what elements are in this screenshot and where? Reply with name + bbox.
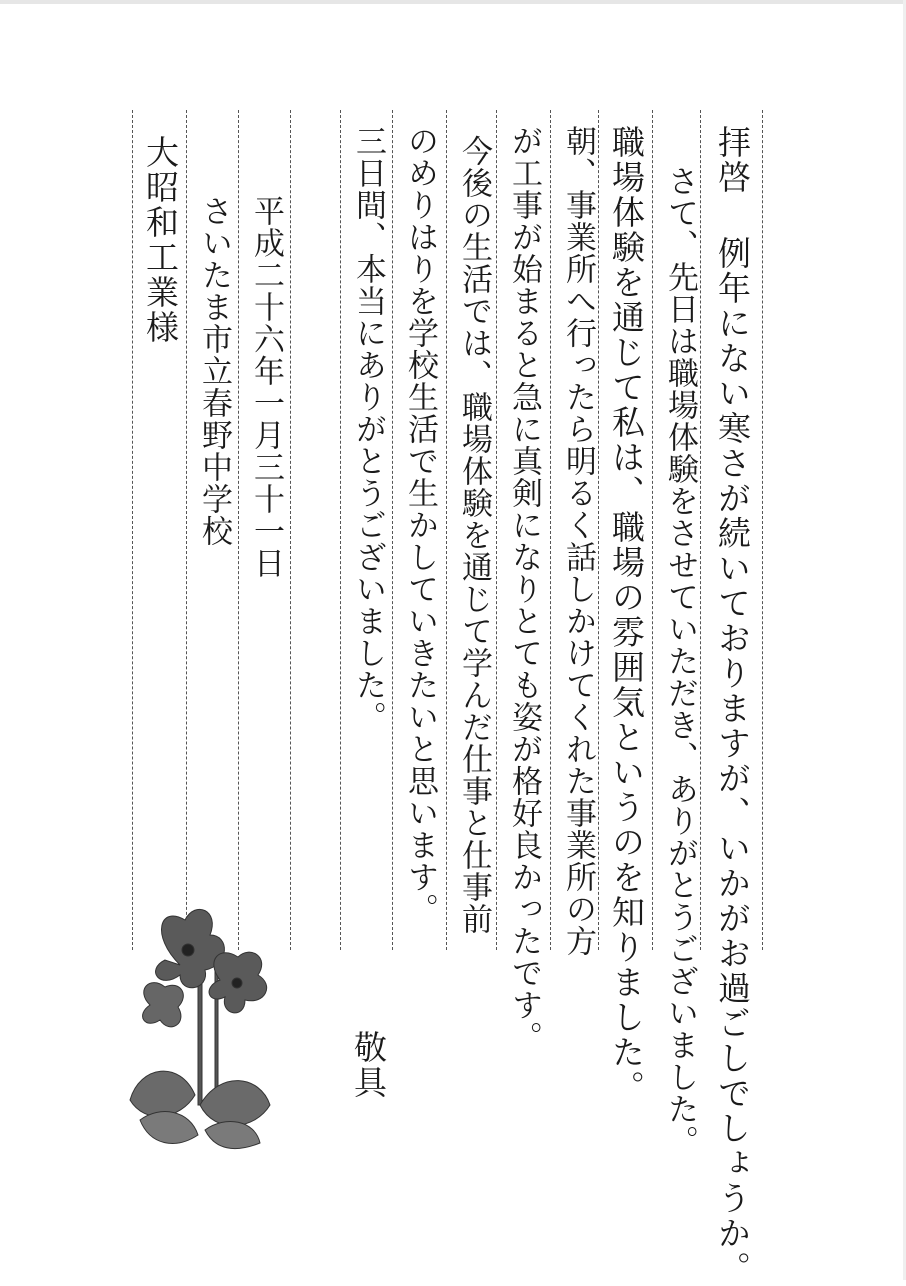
rule-line bbox=[550, 110, 551, 950]
rule-line bbox=[700, 110, 701, 950]
rule-line bbox=[496, 110, 497, 950]
letter-line-6: 今後の生活では、職場体験を通じて学んだ仕事と仕事前 bbox=[456, 135, 492, 935]
rule-line bbox=[132, 110, 133, 950]
closing: 敬具 bbox=[349, 1030, 388, 1100]
letter-line-1: 拝啓 例年にない寒さが続いておりますが、いかがお過ごしでしょうか。 bbox=[713, 125, 752, 1286]
rule-line bbox=[392, 110, 393, 950]
letter-line-7: のめりはりを学校生活で生かしていきたいと思います。 bbox=[402, 125, 438, 925]
flower-illustration bbox=[120, 895, 280, 1155]
letter-line-2: さて、先日は職場体験をさせていただき、ありがとうございました。 bbox=[662, 165, 698, 1157]
sender-school: さいたま市立春野中学校 bbox=[196, 195, 232, 547]
letter-line-3: 職場体験を通じて私は、職場の雰囲気というのを知りました。 bbox=[607, 125, 646, 1105]
scan-top-edge bbox=[0, 0, 906, 4]
rule-line bbox=[446, 110, 447, 950]
letter-line-4: 朝、事業所へ行ったら明るく話しかけてくれた事業所の方 bbox=[560, 125, 596, 957]
rule-line bbox=[652, 110, 653, 950]
letter-line-8: 三日間、本当にありがとうございました。 bbox=[350, 125, 386, 733]
letter-line-5: が工事が始まると急に真剣になりとても姿が格好良かったです。 bbox=[506, 125, 542, 1053]
rule-line bbox=[340, 110, 341, 950]
rule-line bbox=[762, 110, 763, 950]
rule-line bbox=[598, 110, 599, 950]
rule-line bbox=[186, 110, 187, 950]
rule-line bbox=[238, 110, 239, 950]
rule-line bbox=[290, 110, 291, 950]
letter-date: 平成二十六年一月三十一日 bbox=[248, 195, 284, 579]
recipient: 大昭和工業様 bbox=[141, 135, 180, 345]
